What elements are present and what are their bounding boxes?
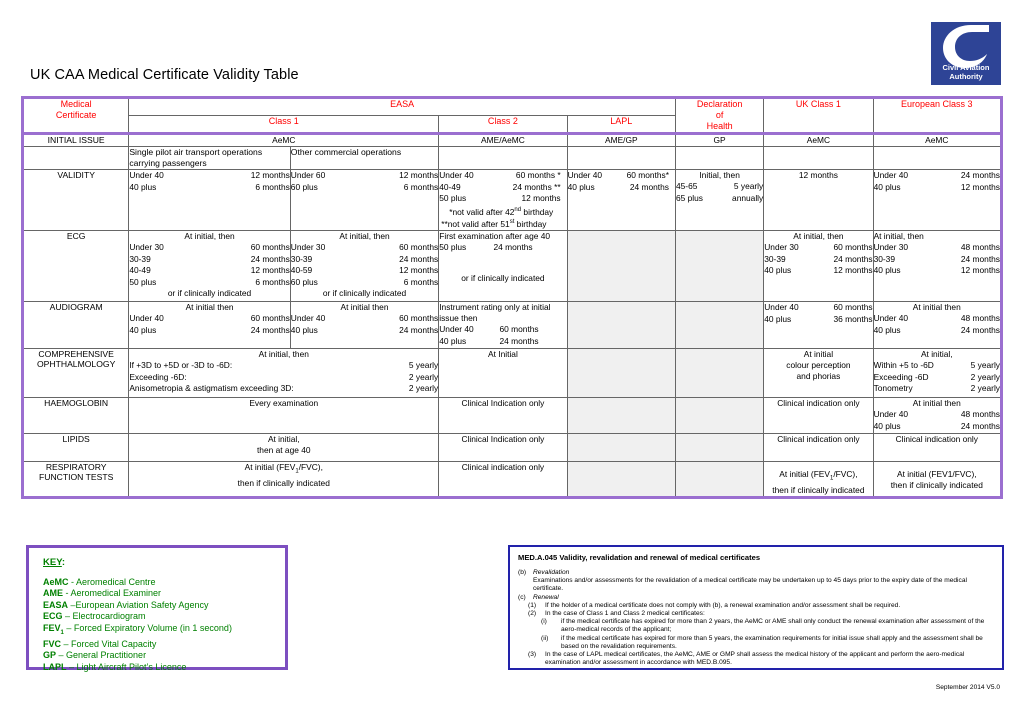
ecg-uk1-0-val: 60 months [833,242,873,253]
key-item [43,623,285,639]
cell-validity-doh [675,170,763,231]
cell-validity-class1-single-pilot [129,170,290,231]
cell-haemoglobin-doh-na [675,398,763,434]
aud-c1a-head: At initial then [185,302,234,313]
cell-respiratory-class1 [129,462,439,498]
cell-lipids-lapl-na [567,434,675,462]
cell-initial-issue-class2: AME/AeMC [439,134,567,147]
haem-ec3-0-age: Under 40 [873,409,909,420]
regulation-entry-text [545,651,994,667]
aud-class2-1-age: 40 plus [439,335,467,346]
validity-c2-2-age: 50 plus [439,193,467,203]
resp-uk1-line2: then if clinically indicated [772,484,865,495]
regulation-entry [518,594,994,602]
validity-c1b-0-age: Under 60 [290,170,326,180]
subheader-other-commercial-ops: Other commercial operations [290,147,438,170]
key-item-subscript: 1 [60,629,64,636]
ecg-c1b-1-age: 30-39 [290,253,313,264]
key-item [43,588,285,599]
regulation-box [508,545,1004,670]
regulation-entry-body: if the medical certificate has expired for more than 5 years, the examination requirements for initial issue shall apply and the assessment shall be based on the revalidation requirements. [561,634,983,650]
validity-c2-0-val: 60 months * [515,170,561,180]
ecg-c1a-head: At initial, then [184,231,235,242]
rowlabel-ophthalmology-line2: OPHTHALMOLOGY [36,359,116,370]
ecg-uk1-head: At initial, then [793,231,844,242]
key-item-definition: – Forced Expiratory Volume (in 1 second) [63,622,232,633]
regulation-entry-heading: Renewal [533,593,559,601]
ecg-c1a-0-val: 60 months [250,242,290,253]
cell-initial-issue-doh: GP [675,134,763,147]
table-row-ophthalmology [23,349,1002,398]
ecg-class2-0-val: 24 months [493,242,533,253]
cell-lipids-uk-class1: Clinical indication only [764,434,873,462]
ecg-class2-head: First examination after age 40 [439,231,551,242]
aud-ec3-1-val: 24 months [960,324,1000,335]
regulation-entry-marker: (i) [541,618,547,626]
header-doh-line3: Health [706,121,733,131]
key-item-definition: – Forced Vital Capacity [61,638,157,649]
ecg-ec3-1-val: 24 months [960,253,1000,264]
table-row-ecg [23,231,1002,302]
table-row-respiratory [23,462,1002,498]
validity-lapl-1-val: 24 months [629,181,669,192]
validity-c2-2-val: 12 months [521,193,561,203]
rowlabel-respiratory-line1: RESPIRATORY [45,462,107,473]
table-row-operations-subheader [23,147,1002,170]
validity-doh-head: Initial, then [699,170,740,180]
ecg-c1a-1-age: 30-39 [129,253,151,264]
validity-ec3-1-val: 12 months [960,181,1000,192]
header-easa-group: EASA [129,98,676,116]
oph-ec3-1-desc: Exceeding -6D [873,371,929,382]
validity-c2-1-val: 24 months ** [512,181,561,192]
oph-ec3-head: At initial, [920,349,953,360]
regulation-entries [518,569,994,667]
ecg-uk1-2-age: 40 plus [764,265,792,276]
cell-lipids-euro-class3: Clinical indication only [873,434,1001,462]
ecg-uk1-1-val: 24 months [833,253,873,264]
cell-ops-blank-euro-class3 [873,147,1001,170]
haem-ec3-1-val: 24 months [960,420,1000,431]
page-title: UK CAA Medical Certificate Validity Table [30,67,299,83]
key-item-definition: – Light Aircraft Pilot’s Licence [66,661,187,672]
cell-ecg-euro-class3 [873,231,1001,302]
oph-uk1-line3: and phorias [796,371,841,382]
oph-c1-2-desc: Anisometropia & astigmatism exceeding 3D: [129,383,294,394]
rowlabel-respiratory [23,462,129,498]
ecg-class2-0-age: 50 plus [439,242,467,253]
rowlabel-respiratory-line2: FUNCTION TESTS [38,472,114,483]
aud-c1a-1-age: 40 plus [129,324,157,335]
key-item [43,662,285,673]
cell-ops-blank-uk-class1 [764,147,873,170]
validity-ec3-1-age: 40 plus [873,181,901,192]
regulation-entry-body: In the case of LAPL medical certificates, the AeMC, AME or GMP shall assess the medical history of the applicant and perform the aero-medical examination and/or assessment in accordance with MED.B.095. [545,651,965,667]
rowlabel-ophthalmology [23,349,129,398]
ecg-c1a-3-val: 6 months [255,276,290,287]
key-item-term: AME [43,588,63,599]
oph-uk1-line2: colour perception [786,360,851,371]
aud-uk1-1-age: 40 plus [764,313,792,324]
ecg-c1b-head: At initial, then [339,231,390,242]
ecg-c1b-1-val: 24 months [399,253,439,264]
aud-c1b-head: At initial then [340,302,389,313]
regulation-entry [518,618,994,634]
ecg-c1b-3-val: 6 months [403,276,439,287]
ecg-uk1-0-age: Under 30 [764,242,799,253]
ecg-c1a-foot: or if clinically indicated [167,288,252,299]
ecg-c1b-foot: or if clinically indicated [322,288,407,299]
lipids-c1-line2: then at age 40 [256,445,311,456]
aud-class2-head: Instrument rating only at initial issue then [439,302,551,324]
table-row-haemoglobin [23,398,1002,434]
oph-ec3-2-desc: Tonometry [873,383,913,394]
aud-ec3-0-age: Under 40 [873,313,909,324]
ecg-c1b-0-val: 60 months [399,242,439,253]
validity-class2-note-2: **not valid after 51st birthday [441,219,547,230]
cell-ophthalmology-class1 [129,349,439,398]
header-class-2: Class 2 [439,116,567,134]
rowlabel-audiogram: AUDIOGRAM [23,302,129,349]
key-item-definition: - Aeromedical Examiner [63,588,162,599]
cell-ecg-doh-na [675,231,763,302]
subheader-single-pilot-ops [129,147,290,170]
cell-validity-lapl [567,170,675,231]
ecg-ec3-0-val: 48 months [960,242,1000,253]
aud-c1b-0-age: Under 40 [290,313,326,324]
regulation-entry [518,602,994,610]
aud-c1a-1-val: 24 months [250,324,290,335]
regulation-entry-marker: (ii) [541,634,549,642]
aud-c1a-0-val: 60 months [250,313,290,324]
oph-uk1-line1: At initial [803,349,834,360]
cell-validity-class1-other-commercial [290,170,438,231]
resp-ec3-line2: then if clinically indicated [890,480,983,491]
ecg-c1b-0-age: Under 30 [290,242,326,253]
rowlabel-ophthalmology-line1: COMPREHENSIVE [38,349,114,360]
regulation-entry-body: Examinations and/or assessments for the revalidation of a medical certificate may be undertaken up to 45 days prior to the expiry date of the medical certificate. [533,577,967,593]
aud-c1a-0-age: Under 40 [129,313,164,324]
lipids-c1-line1: At initial, [267,434,300,445]
validity-doh-1-val: annually [732,192,764,203]
oph-c1-0-desc: If +3D to +5D or -3D to -6D: [129,360,233,371]
resp-uk1-line1: At initial $(FEV_1/FVC)$, [779,469,858,482]
oph-class1-head: At initial, then [258,349,309,360]
key-item-term: ECG [43,611,63,622]
header-medical-certificate-line1: Medical [60,99,92,109]
ecg-c1b-2-age: 40-59 [290,265,313,276]
subheader-single-pilot-line1: Single pilot air transport operations [129,147,263,157]
rowlabel-haemoglobin: HAEMOGLOBIN [23,398,129,434]
caa-logo-text [931,64,1001,81]
cell-respiratory-class2: Clinical indication only [439,462,567,498]
key-item-term: GP [43,650,57,661]
resp-c1-line2: then if clinically indicated [237,477,330,488]
aud-c1b-1-val: 24 months [399,324,439,335]
oph-c1-2-val: 2 yearly [408,383,439,394]
oph-c1-0-val: 5 yearly [408,360,439,371]
validity-c1a-0-age: Under 40 [129,170,164,180]
cell-validity-class2 [439,170,567,231]
validity-c1a-1-age: 40 plus [129,181,157,192]
aud-class2-0-val: 60 months [499,324,539,335]
cell-validity-uk-class1: 12 months [764,170,873,231]
table-row-validity [23,170,1002,231]
cell-haemoglobin-uk-class1: Clinical indication only [764,398,873,434]
regulation-entry [518,569,994,577]
key-box [26,545,288,670]
ecg-c1a-3-age: 50 plus [129,276,157,287]
header-european-class-3: European Class 3 [873,98,1001,134]
ecg-c1a-2-val: 12 months [250,265,290,276]
validity-lapl-0-age: Under 40 [567,170,603,180]
cell-ophthalmology-lapl-na [567,349,675,398]
oph-ec3-1-val: 2 yearly [970,371,1000,382]
key-item [43,577,285,588]
header-declaration-of-health [675,98,763,134]
regulation-title: MED.A.045 Validity, revalidation and renewal of medical certificates [518,553,761,562]
rowlabel-validity: VALIDITY [23,170,129,231]
key-item-term: AeMC [43,577,69,587]
key-item-definition: – Electrocardiogram [62,611,146,622]
footer-version: September 2014 V5.0 [935,684,1000,691]
regulation-entry-marker: (2) [528,610,537,618]
key-item-term: $FEV_1$ [43,622,64,636]
aud-ec3-head: At initial then [912,302,961,313]
haem-ec3-1-age: 40 plus [873,420,901,431]
ecg-c1a-2-age: 40-49 [129,265,151,276]
key-item-term: LAPL [43,661,67,672]
oph-c1-1-desc: Exceeding -6D: [129,371,187,382]
resp-ec3-line1: At initial (FEV1/FVC), [896,469,977,480]
validity-c1a-1-val: 6 months [255,181,290,192]
key-item [43,611,285,622]
header-doh-line1: Declaration [696,99,743,109]
ecg-c1b-2-val: 12 months [399,265,439,276]
regulation-entry-marker: (c) [518,593,526,601]
cell-respiratory-lapl-na [567,462,675,498]
ecg-ec3-0-age: Under 30 [873,242,909,253]
validity-c1a-0-val: 12 months [250,170,290,180]
oph-ec3-0-desc: Within +5 to -6D [873,360,934,371]
cell-initial-issue-class1: AeMC [129,134,439,147]
cell-haemoglobin-class1: Every examination [129,398,439,434]
caa-logo [931,22,1001,85]
cell-haemoglobin-class2: Clinical Indication only [439,398,567,434]
cell-ecg-lapl-na [567,231,675,302]
cell-ecg-class1-other-commercial [290,231,438,302]
cell-ops-blank-class2 [439,147,567,170]
cell-ophthalmology-class2: At Initial [439,349,567,398]
regulation-entry-text [561,635,994,651]
regulation-entry-marker: (3) [528,651,537,659]
ecg-ec3-2-age: 40 plus [873,265,901,276]
regulation-entry [518,610,994,618]
key-item-definition: – General Practitioner [56,650,147,661]
cell-ops-blank-label [23,147,129,170]
aud-uk1-0-val: 60 months [833,302,873,313]
cell-respiratory-euro-class3 [873,462,1001,498]
ecg-ec3-1-age: 30-39 [873,253,895,264]
regulation-entry [518,635,994,651]
cell-validity-euro-class3 [873,170,1001,231]
cell-audiogram-uk-class1 [764,302,873,349]
cell-audiogram-lapl-na [567,302,675,349]
validity-ec3-0-age: Under 40 [873,170,909,180]
table-header-row-group [23,98,1002,116]
key-item [43,650,285,661]
regulation-entry-body: In the case of Class 1 and Class 2 medical certificates: [545,610,705,618]
cell-ops-blank-lapl [567,147,675,170]
validity-class2-note-1: *not valid after 42nd birthday [449,206,554,217]
regulation-entry-body: if the medical certificate has expired for more than 2 years, the AeMC or AME shall only conduct the renewal examination after assessment of the aero-medical records of the applicant; [561,618,985,634]
key-box-list [43,577,285,673]
regulation-entry-marker [518,577,533,593]
aud-ec3-0-val: 48 months [960,313,1000,324]
ecg-c1a-1-val: 24 months [250,253,290,264]
cell-audiogram-class1-single-pilot [129,302,290,349]
header-doh-line2: of [715,110,724,120]
cell-initial-issue-lapl: AME/GP [567,134,675,147]
cell-lipids-class2: Clinical Indication only [439,434,567,462]
regulation-entry-text [545,602,994,610]
ecg-class2-foot: or if clinically indicated [461,272,545,283]
regulation-entry [518,651,994,667]
regulation-entry-marker: (b) [518,569,527,576]
cell-initial-issue-uk-class1: AeMC [764,134,873,147]
validity-doh-1-age: 65 plus [675,192,703,203]
regulation-entry-text [545,610,994,618]
validity-doh-0-val: 5 yearly [733,181,764,191]
validity-lapl-1-age: 40 plus [567,181,595,192]
cell-ecg-class1-single-pilot [129,231,290,302]
cell-respiratory-doh-na [675,462,763,498]
regulation-entry-text [533,569,994,577]
header-lapl: LAPL [567,116,675,134]
ecg-c1b-3-age: 60 plus [290,276,318,287]
cell-ophthalmology-uk-class1 [764,349,873,398]
cell-audiogram-euro-class3 [873,302,1001,349]
key-item-term: FVC [43,638,61,649]
cell-lipids-class1 [129,434,439,462]
rowlabel-initial-issue: INITIAL ISSUE [23,134,129,147]
rowlabel-ecg: ECG [23,231,129,302]
regulation-entry-body: If the holder of a medical certificate does not comply with (b), a renewal examination and/or assessment shall be required. [545,601,901,609]
table-row-initial-issue [23,134,1002,147]
validity-c1b-0-val: 12 months [399,170,439,180]
key-item [43,639,285,650]
validity-lapl-0-val: 60 months* [626,170,669,180]
aud-ec3-1-age: 40 plus [873,324,901,335]
aud-uk1-1-val: 36 months [833,313,873,324]
key-item-definition: –European Aviation Safety Agency [68,599,209,610]
validity-doh-0-age: 45-65 [675,181,698,191]
medical-certificate-validity-table [21,96,1003,499]
regulation-entry-marker: (1) [528,601,537,609]
cell-ophthalmology-doh-na [675,349,763,398]
key-item-definition: - Aeromedical Centre [68,577,156,587]
header-medical-certificate-line2: Certificate [55,110,97,120]
regulation-entry-text [561,618,994,634]
caa-swoosh-icon [941,25,991,68]
key-box-title: KEY: [43,557,66,568]
validity-c1b-1-age: 60 plus [290,181,318,192]
regulation-entry-text [533,594,994,602]
rowlabel-lipids: LIPIDS [23,434,129,462]
validity-c2-1-age: 40-49 [439,181,461,192]
header-uk-class-1: UK Class 1 [764,98,873,134]
oph-c1-1-val: 2 yearly [408,371,439,382]
cell-haemoglobin-lapl-na [567,398,675,434]
haem-ec3-0-val: 48 months [960,409,1000,420]
ecg-uk1-2-val: 12 months [833,265,873,276]
table-row-audiogram [23,302,1002,349]
ecg-uk1-1-age: 30-39 [764,253,786,264]
cell-audiogram-doh-na [675,302,763,349]
validity-ec3-0-val: 24 months [960,170,1000,180]
aud-class2-1-val: 24 months [499,335,539,346]
cell-respiratory-uk-class1 [764,462,873,498]
validity-c2-0-age: Under 40 [439,170,474,180]
resp-c1-line1: At initial $(FEV_1/FVC)$, [244,462,323,475]
ecg-c1a-0-age: Under 30 [129,242,164,253]
regulation-entry [518,577,994,593]
cell-lipids-doh-na [675,434,763,462]
key-item [43,600,285,611]
key-item-term: EASA [43,599,69,610]
haem-ec3-head: At initial then [912,398,961,409]
cell-ecg-uk-class1 [764,231,873,302]
subheader-single-pilot-line2: carrying passengers [129,157,207,168]
aud-uk1-0-age: Under 40 [764,302,799,313]
cell-audiogram-class1-other-commercial [290,302,438,349]
cell-audiogram-class2 [439,302,567,349]
caa-logo-line1: Civil Aviation [942,63,990,72]
regulation-entry-heading: Revalidation [533,569,570,576]
aud-c1b-1-age: 40 plus [290,324,318,335]
oph-ec3-2-val: 2 yearly [970,383,1000,394]
aud-c1b-0-val: 60 months [399,313,439,324]
cell-ophthalmology-euro-class3 [873,349,1001,398]
cell-initial-issue-euro-class3: AeMC [873,134,1001,147]
validity-table-container [21,96,1003,499]
header-medical-certificate [23,98,129,134]
cell-haemoglobin-euro-class3 [873,398,1001,434]
caa-logo-line2: Authority [949,71,983,81]
cell-ecg-class2 [439,231,567,302]
ecg-ec3-2-val: 12 months [960,265,1000,276]
oph-ec3-0-val: 5 yearly [970,360,1000,371]
table-row-lipids [23,434,1002,462]
header-class-1: Class 1 [129,116,439,134]
regulation-entry-text [533,577,994,593]
ecg-ec3-head: At initial, then [873,231,924,242]
validity-c1b-1-val: 6 months [403,181,439,192]
cell-ops-blank-doh [675,147,763,170]
aud-class2-0-age: Under 40 [439,324,474,335]
